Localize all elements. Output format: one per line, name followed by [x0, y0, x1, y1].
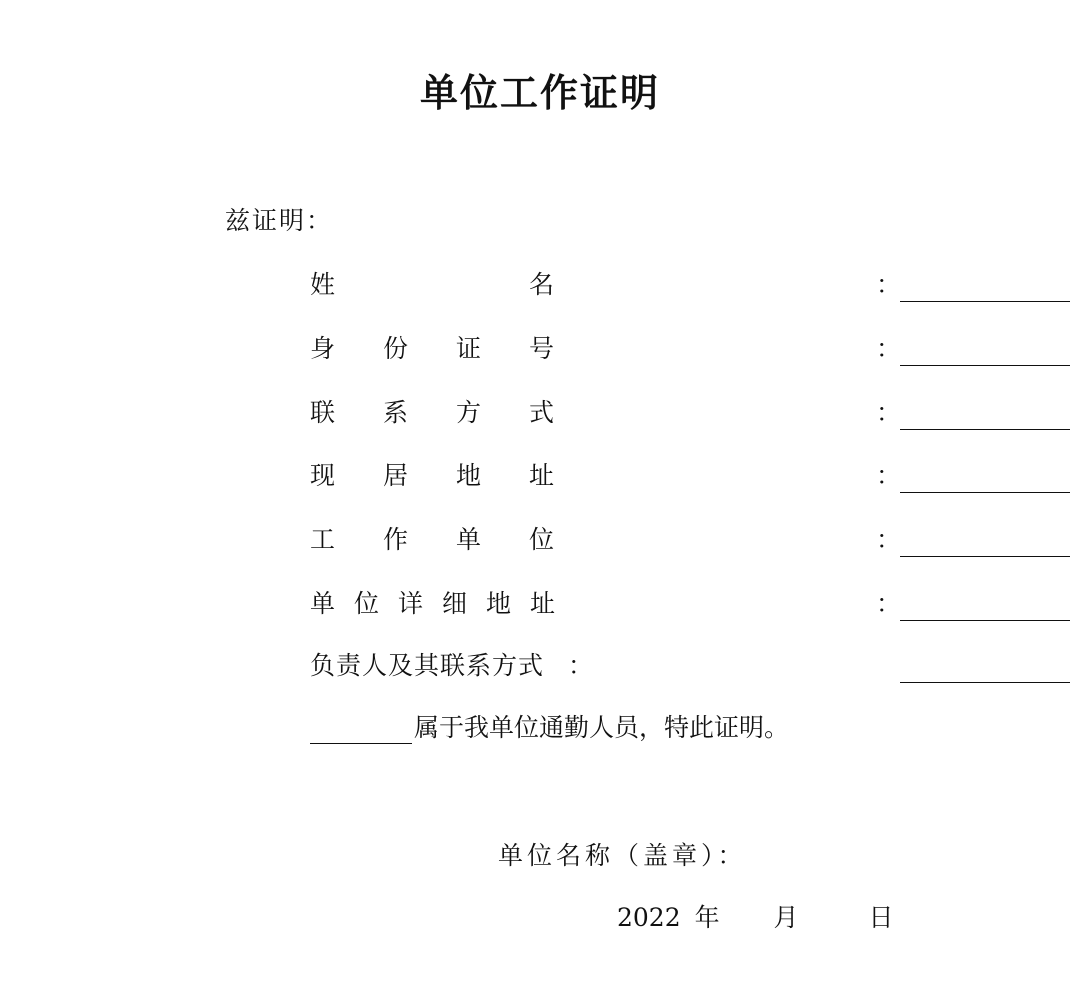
field-contact-colon: ： — [876, 398, 902, 427]
document-title: 单位工作证明 — [419, 71, 660, 115]
field-id-char-1: 身 — [310, 334, 336, 363]
field-contact-blank[interactable] — [900, 393, 1070, 430]
date-line — [617, 898, 894, 934]
field-employer-colon: ： — [876, 525, 902, 554]
field-id-char-2: 份 — [383, 334, 409, 363]
field-row-supervisor — [310, 646, 920, 686]
field-row-employer-address — [310, 584, 920, 624]
field-employer-char-2: 作 — [383, 525, 409, 554]
intro-text: 兹证明： — [225, 206, 334, 235]
field-emp-address-char-5: 地 — [486, 589, 512, 618]
field-row-name — [310, 265, 920, 305]
field-row-employer — [310, 520, 920, 560]
field-emp-address-blank[interactable] — [900, 584, 1070, 621]
statement-text: 属于我单位通勤人员，特此证明。 — [414, 713, 790, 742]
field-emp-address-char-2: 位 — [354, 589, 380, 618]
field-employer-blank[interactable] — [900, 520, 1070, 557]
field-emp-address-char-6: 址 — [530, 589, 556, 618]
field-emp-address-colon: ： — [876, 589, 902, 618]
field-row-id-number — [310, 329, 920, 369]
field-contact-char-2: 系 — [383, 398, 409, 427]
field-emp-address-char-4: 细 — [442, 589, 468, 618]
date-day: 日 — [868, 903, 894, 932]
date-year-value: 2022 — [617, 903, 681, 932]
field-contact-char-1: 联 — [310, 398, 336, 427]
field-name-colon: ： — [876, 270, 902, 299]
field-supervisor-blank[interactable] — [900, 646, 1070, 683]
field-address-char-1: 现 — [310, 461, 336, 490]
field-row-contact — [310, 393, 920, 433]
date-month: 月 — [773, 903, 799, 932]
statement-line — [310, 708, 789, 744]
field-address-char-2: 居 — [383, 461, 409, 490]
field-employer-char-1: 工 — [310, 525, 336, 554]
field-supervisor-colon: ： — [568, 651, 594, 680]
field-emp-address-char-3: 详 — [398, 589, 424, 618]
field-address-char-3: 地 — [456, 461, 482, 490]
statement-name-blank[interactable] — [310, 713, 412, 744]
field-contact-char-3: 方 — [456, 398, 482, 427]
field-name-blank[interactable] — [900, 265, 1070, 302]
field-address-blank[interactable] — [900, 456, 1070, 493]
field-address-char-4: 址 — [529, 461, 555, 490]
field-emp-address-char-1: 单 — [310, 589, 336, 618]
field-id-blank[interactable] — [900, 329, 1070, 366]
field-address-colon: ： — [876, 461, 902, 490]
field-id-colon: ： — [876, 334, 902, 363]
field-name-char-1: 姓 — [310, 270, 336, 299]
field-id-char-4: 号 — [529, 334, 555, 363]
field-employer-char-3: 单 — [456, 525, 482, 554]
field-contact-char-4: 式 — [529, 398, 555, 427]
field-row-address — [310, 456, 920, 496]
seal-label: 单位名称（盖章）： — [498, 841, 747, 870]
field-id-char-3: 证 — [456, 334, 482, 363]
field-supervisor-label: 负责人及其联系方式 — [310, 651, 545, 680]
field-employer-char-4: 位 — [529, 525, 555, 554]
date-year: 年 — [694, 903, 720, 932]
field-name-char-2: 名 — [529, 270, 555, 299]
